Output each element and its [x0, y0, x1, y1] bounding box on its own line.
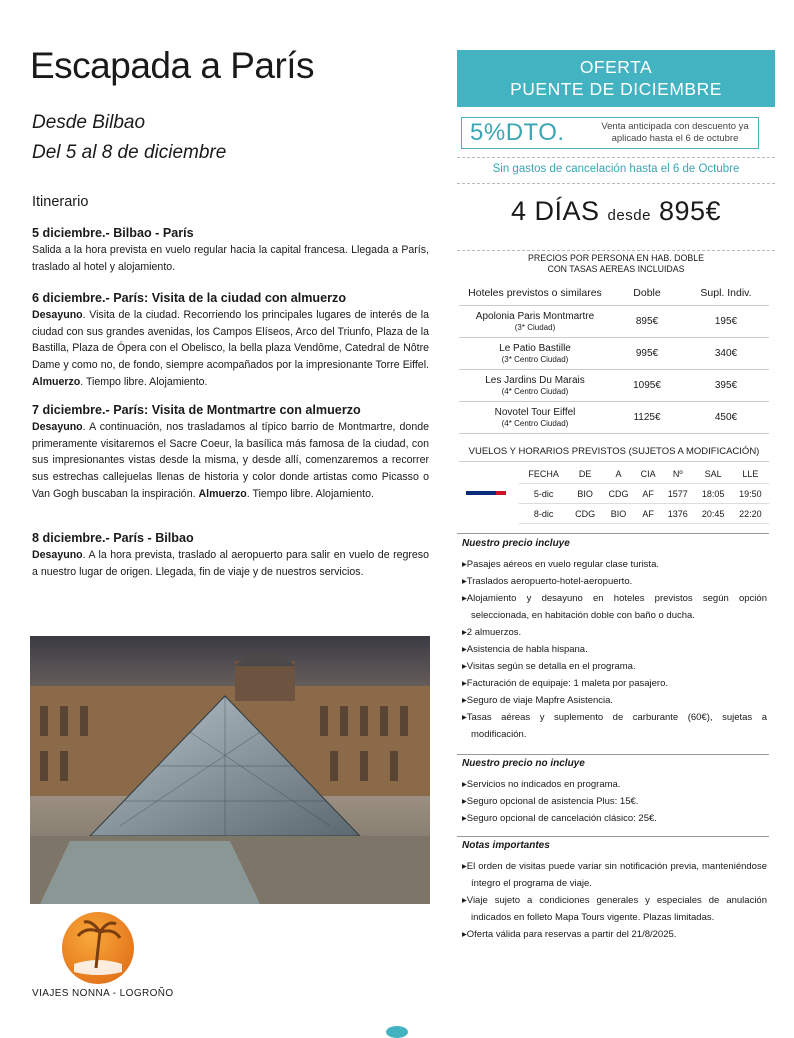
list-item: ▸Tasas aéreas y suplemento de carburante (60€), sujetas a modificación. [462, 712, 767, 740]
list-item: ▸Pasajes aéreos en vuelo regular clase turista. [462, 559, 659, 570]
notes-title: Notas importantes [462, 840, 550, 851]
air-france-logo-icon [459, 484, 519, 504]
day-title: 7 diciembre.- París: Visita de Montmartre con almuerzo [32, 403, 361, 417]
supl-price: 395€ [683, 370, 769, 402]
doble-price: 1125€ [611, 402, 683, 434]
discount-text: Venta anticipada con descuento ya aplicado hasta el 6 de octubre [601, 121, 749, 144]
flights-table [459, 464, 769, 524]
day-title: 8 diciembre.- París - Bilbao [32, 531, 194, 545]
day-lead: Desayuno [32, 421, 83, 433]
flight-cell: 8-dic [519, 504, 568, 524]
list-item: ▸El orden de visitas puede variar sin notificación previa, manteniéndose íntegro el programa de viaje. [462, 861, 767, 889]
agency-logo [62, 912, 134, 984]
list-item: ▸Traslados aeropuerto-hotel-aeropuerto. [462, 576, 633, 587]
itinerary-day-1 [32, 226, 429, 275]
hotel-name: Apolonia Paris Montmartre [475, 310, 595, 322]
table-row [459, 338, 769, 370]
col-header: DE [568, 464, 601, 484]
airline-spacer [459, 504, 519, 524]
includes-list [462, 556, 767, 743]
offer-line2: PUENTE DE DICIEMBRE [510, 79, 722, 99]
table-row [459, 504, 769, 524]
flight-cell: AF [635, 504, 661, 524]
divider [457, 754, 769, 755]
day-meal: Almuerzo [198, 487, 247, 500]
agency-caption: VIAJES NONNA - LOGROÑO [32, 988, 174, 999]
prices-note [457, 253, 775, 275]
list-item: ▸Alojamiento y desayuno en hoteles previstos según opción seleccionada, en habitación doble con baño o ducha. [462, 593, 767, 621]
list-item-text: Facturación de equipaje: 1 maleta por pasajero. [466, 678, 668, 689]
excludes-title: Nuestro precio no incluye [462, 758, 585, 769]
list-item-text: Visitas según se detalla en el programa. [466, 661, 636, 672]
col-header: SAL [694, 464, 731, 484]
supl-price: 450€ [683, 402, 769, 434]
hotels-table [459, 281, 769, 434]
days-label: 4 DÍAS [510, 196, 600, 226]
itinerary-day-3 [32, 403, 429, 503]
day-title: 5 diciembre.- Bilbao - París [32, 226, 194, 240]
table-row [459, 306, 769, 338]
divider [457, 183, 775, 184]
flight-cell: BIO [602, 504, 635, 524]
includes-title: Nuestro precio incluye [462, 538, 570, 549]
no-cancel-note: Sin gastos de cancelación hasta el 6 de Octubre [492, 163, 740, 175]
flight-cell: 1577 [661, 484, 694, 504]
doble-price: 1095€ [611, 370, 683, 402]
flight-cell: BIO [568, 484, 601, 504]
hotel-name: Les Jardins Du Marais [485, 374, 585, 386]
flight-cell: 5-dic [519, 484, 568, 504]
list-item: ▸Servicios no indicados en programa. [462, 779, 621, 790]
list-item-text: Seguro opcional de cancelación clásico: 25€. [466, 813, 657, 824]
divider [457, 250, 775, 251]
list-item: ▸Oferta válida para reservas a partir del 21/8/2025. [462, 929, 677, 940]
col-header: Nº [661, 464, 694, 484]
hotel-name: Le Patio Bastille [499, 342, 571, 354]
day-meal: Almuerzo [32, 375, 81, 388]
price-headline [457, 196, 775, 227]
col-header: A [602, 464, 635, 484]
divider [457, 533, 769, 534]
doble-price: 995€ [611, 338, 683, 370]
list-item-text: Seguro opcional de asistencia Plus: 15€. [466, 796, 639, 807]
itinerary-heading: Itinerario [32, 194, 89, 210]
list-item-text: Servicios no indicados en programa. [466, 779, 621, 790]
hotel-category: (4* Centro Ciudad) [501, 386, 569, 396]
col-header: Doble [611, 281, 683, 306]
list-item-text: Alojamiento y desayuno en hoteles previstos según opción seleccionada, en habitación doble con baño o ducha. [466, 593, 767, 621]
col-header: Hoteles previstos o similares [459, 281, 611, 306]
prices-note-line2: CON TASAS AEREAS INCLUIDAS [547, 264, 685, 274]
list-item-text: Viaje sujeto a condiciones generales y especiales de anulación indicados en folleto Mapa Tours vigente. Plazas limitadas. [466, 895, 767, 923]
day-tail: . Tiempo libre. Alojamiento. [246, 487, 374, 500]
table-header-row [459, 464, 769, 484]
day-tail: . Tiempo libre. Alojamiento. [80, 375, 208, 388]
page-title: Escapada a París [30, 45, 315, 86]
list-item: ▸Visitas según se detalla en el programa. [462, 661, 636, 672]
day-lead: Desayuno [32, 309, 83, 321]
hotel-category: (3* Ciudad) [514, 322, 556, 332]
discount-box [461, 117, 759, 149]
hotel-category: (3* Centro Ciudad) [501, 354, 569, 364]
offer-line1: OFERTA [579, 57, 653, 77]
prices-note-line1: PRECIOS POR PERSONA EN HAB. DOBLE [528, 253, 704, 263]
list-item-text: Pasajes aéreos en vuelo regular clase turista. [466, 559, 659, 570]
flight-cell: 18:05 [694, 484, 731, 504]
list-item: ▸Viaje sujeto a condiciones generales y especiales de anulación indicados en folleto Mapa Tours vigente. Plazas limitadas. [462, 895, 767, 923]
discount-percent: 5%DTO. [470, 119, 565, 146]
list-item-text: Tasas aéreas y suplemento de carburante (60€), sujetas a modificación. [466, 712, 767, 740]
flight-cell: 1376 [661, 504, 694, 524]
price-value: 895€ [658, 196, 722, 226]
list-item-text: El orden de visitas puede variar sin notificación previa, manteniéndose íntegro el programa de viaje. [466, 861, 767, 889]
col-header: LLE [732, 464, 769, 484]
excludes-list [462, 776, 767, 827]
flight-cell: 22:20 [732, 504, 769, 524]
day-body: Salida a la hora prevista en vuelo regular hacia la capital francesa. Llegada a París, traslado al hotel y alojamiento. [32, 244, 429, 273]
airline-spacer [459, 464, 519, 484]
flight-cell: CDG [602, 484, 635, 504]
hotel-cell [459, 370, 611, 402]
flight-cell: 19:50 [732, 484, 769, 504]
list-item: ▸Seguro opcional de cancelación clásico: 25€. [462, 813, 657, 824]
list-item: ▸Asistencia de habla hispana. [462, 644, 588, 655]
hotel-cell [459, 338, 611, 370]
hotel-category: (4* Centro Ciudad) [501, 418, 569, 428]
notes-list [462, 858, 767, 943]
hotel-cell [459, 306, 611, 338]
table-row [459, 484, 769, 504]
hotel-cell [459, 402, 611, 434]
flights-title: VUELOS Y HORARIOS PREVISTOS (SUJETOS A MODIFICACIÓN) [459, 446, 769, 462]
origin-subtitle: Desde Bilbao [32, 112, 146, 133]
list-item: ▸Seguro de viaje Mapfre Asistencia. [462, 695, 614, 706]
offer-banner [457, 50, 775, 107]
list-item: ▸Seguro opcional de asistencia Plus: 15€. [462, 796, 639, 807]
flight-cell: CDG [568, 504, 601, 524]
itinerary-day-4 [32, 531, 429, 580]
col-header: Supl. Indiv. [683, 281, 769, 306]
supl-price: 340€ [683, 338, 769, 370]
col-header: CIA [635, 464, 661, 484]
divider [457, 157, 775, 158]
day-title: 6 diciembre.- París: Visita de la ciudad con almuerzo [32, 291, 347, 305]
doble-price: 895€ [611, 306, 683, 338]
day-body: . A la hora prevista, traslado al aeropuerto para salir en vuelo de regreso a nuestro lugar de origen. Llegada, fin de viaje y de nuestros servicios. [32, 549, 429, 578]
list-item-text: Seguro de viaje Mapfre Asistencia. [466, 695, 614, 706]
day-body: . Visita de la ciudad. Recorriendo los principales lugares de interés de la ciudad con sus grandes avenidas, los Campos Elíseos, Arco del Triunfo, Plaza de la Bastilla, Plaza de Ópera con el Obelisco, la bella plaza Vendôme, Catedral de Nôtre Dame y como no, de fondo, siempre acompañados por la impresionante Torre Eiffel. [32, 309, 429, 372]
day-lead: Desayuno [32, 549, 83, 561]
table-row [459, 370, 769, 402]
desde-label: desde [607, 207, 651, 224]
louvre-photo [30, 636, 430, 904]
dates-subtitle: Del 5 al 8 de diciembre [32, 142, 227, 163]
col-header: FECHA [519, 464, 568, 484]
divider [457, 836, 769, 837]
list-item-text: Asistencia de habla hispana. [466, 644, 588, 655]
flight-cell: 20:45 [694, 504, 731, 524]
hotel-name: Novotel Tour Eiffel [494, 406, 576, 418]
table-header-row [459, 281, 769, 306]
supl-price: 195€ [683, 306, 769, 338]
list-item-text: Oferta válida para reservas a partir del 21/8/2025. [466, 929, 677, 940]
itinerary-day-2 [32, 291, 429, 391]
page-marker-dot [386, 1026, 408, 1038]
list-item-text: 2 almuerzos. [466, 627, 522, 638]
list-item-text: Traslados aeropuerto-hotel-aeropuerto. [466, 576, 633, 587]
table-row [459, 402, 769, 434]
flight-cell: AF [635, 484, 661, 504]
list-item: ▸Facturación de equipaje: 1 maleta por pasajero. [462, 678, 668, 689]
day-body: . A continuación, nos trasladamos al típico barrio de Montmartre, donde primeramente visitaremos el Sacre Coeur, la basílica más famosa de la ciudad, con sus impresionantes vistas desde la misma, y desde allí, comenzaremos a recorrer sus estrechas callejuelas llenas de historia y color donde artistas como Picasso o Van Gogh buscaban la inspiración. [32, 421, 429, 500]
list-item: ▸2 almuerzos. [462, 627, 522, 638]
